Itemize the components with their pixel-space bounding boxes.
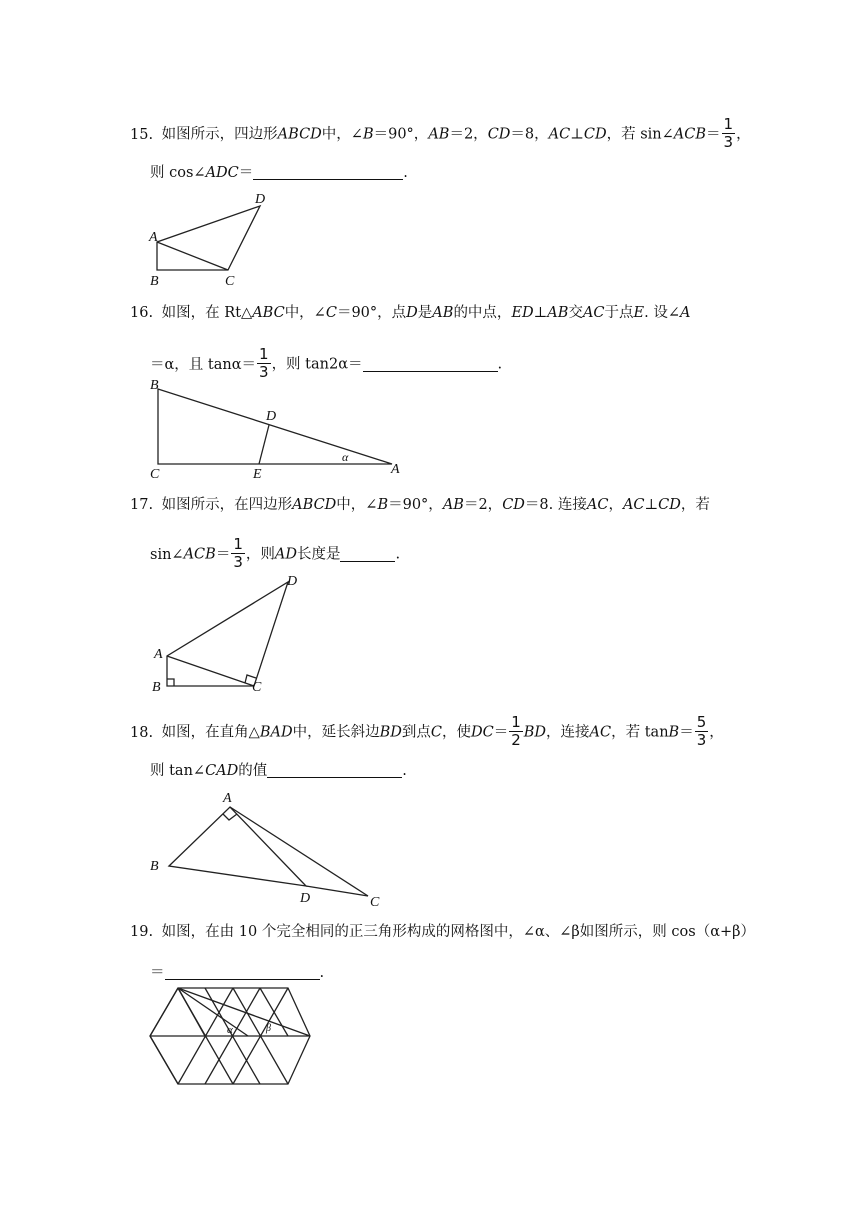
question-number: 19. (130, 924, 154, 940)
triangle-name: ABC (252, 305, 285, 321)
segment-name: CD (502, 497, 525, 513)
quad-abcd (157, 206, 260, 270)
text: sin∠ (150, 546, 184, 563)
label-d: D (287, 574, 298, 589)
fraction (509, 715, 523, 748)
label-a: A (149, 230, 158, 245)
text: . (319, 965, 325, 981)
text: 是 (417, 305, 433, 321)
text: ＝α，且 tanα＝ (150, 356, 257, 373)
quad-abcd (167, 582, 288, 686)
question-19-line-2 (130, 962, 324, 981)
numerator: 1 (259, 345, 269, 363)
perp-symbol: ⊥ (570, 126, 584, 143)
figure-19 (148, 985, 318, 1090)
question-number: 16. (130, 305, 154, 321)
text: 如图所示，在四边形 (161, 497, 293, 513)
question-17-line-1 (130, 498, 710, 513)
segment-ac (157, 242, 228, 270)
text: 中，∠ (336, 497, 378, 513)
text: ＝ (150, 965, 165, 981)
segment-name: CD (658, 497, 681, 513)
label-b: B (152, 680, 161, 695)
grid-line (150, 1036, 178, 1084)
text: ＝90°， (388, 497, 443, 513)
text: ＝90°， (373, 126, 429, 143)
text: ＝90°，点 (336, 305, 407, 321)
segment-name: BD (379, 724, 402, 741)
text: . (497, 356, 503, 373)
segment-name: CD (583, 126, 607, 143)
segment-name: AB (442, 497, 464, 513)
label-d: D (266, 409, 277, 424)
question-17-line-2 (130, 535, 401, 571)
text: ， (736, 126, 751, 143)
triangle-bad (169, 807, 306, 886)
segment-name: AC (622, 497, 645, 513)
denominator: 3 (259, 363, 269, 381)
text: . (403, 165, 408, 181)
text: ＝ (238, 165, 254, 181)
label-b: B (150, 859, 159, 874)
text: 中，∠ (284, 305, 326, 321)
text: . (402, 763, 407, 779)
question-number: 18. (130, 724, 154, 741)
angle-name: C (325, 305, 337, 321)
answer-blank[interactable] (340, 547, 395, 562)
text: 的中点， (453, 305, 512, 321)
text: ， (608, 497, 623, 513)
text: ＝ (706, 126, 721, 143)
numerator: 1 (233, 535, 243, 553)
text: . 设∠ (644, 305, 680, 321)
triangle-abc (158, 389, 392, 464)
point-name: D (406, 305, 418, 321)
point-name: C (430, 724, 442, 741)
segment-ed (259, 425, 269, 464)
text: 中，延长斜边 (292, 724, 380, 741)
fraction (231, 537, 245, 570)
text: ＝8. 连接 (524, 497, 587, 513)
perp-symbol: ⊥ (644, 497, 659, 513)
question-15-line-1 (130, 115, 751, 151)
text: 如图，在由 10 个完全相同的正三角形构成的网格图中，∠α、∠β如图所示，则 cos（α+β） (161, 924, 756, 940)
answer-blank[interactable] (363, 357, 498, 372)
text: 如图所示，四边形 (161, 126, 278, 143)
segment-name: AC (589, 724, 612, 741)
segment-name: DC (470, 724, 494, 741)
answer-blank[interactable] (267, 763, 402, 778)
text: 则 tan∠ (150, 763, 206, 779)
right-angle-mark-b (167, 679, 174, 686)
segment-name: AC (548, 126, 571, 143)
text: 于点 (604, 305, 634, 321)
fraction (722, 117, 736, 150)
segment-name: AD (274, 546, 297, 563)
label-a: A (154, 647, 163, 662)
text: ，则 tan2α＝ (271, 356, 363, 373)
triangle-name: BAD (259, 724, 293, 741)
answer-blank[interactable] (253, 165, 403, 180)
text: ＝ (493, 724, 509, 741)
text: . (395, 546, 401, 563)
segment-ac (167, 656, 254, 686)
text: 则 cos∠ (150, 165, 206, 181)
angle-name: CAD (205, 763, 239, 779)
question-16-line-1 (130, 306, 690, 321)
text: 如图，在直角△ (161, 724, 260, 741)
angle-name: B (377, 497, 389, 513)
angle-name: B (362, 126, 374, 143)
numerator: 1 (511, 713, 521, 731)
text: ，若 tan (611, 724, 669, 741)
grid-line (178, 988, 205, 1036)
question-18-line-2 (130, 760, 407, 779)
angle-name: ADC (205, 165, 239, 181)
figure-18 (148, 786, 388, 910)
text: ，则 (245, 546, 275, 563)
point-name: E (633, 305, 645, 321)
figure-15 (145, 190, 275, 290)
question-15-line-2 (130, 162, 408, 181)
text: 到点 (401, 724, 431, 741)
text: ，使 (441, 724, 471, 741)
segment-dc (306, 886, 368, 896)
label-d: D (300, 891, 311, 906)
answer-blank[interactable] (165, 965, 320, 980)
angle-name: ACB (673, 126, 707, 143)
label-b: B (150, 274, 159, 289)
text: ＝8， (510, 126, 549, 143)
grid-line (150, 988, 178, 1036)
text: ＝2， (463, 497, 503, 513)
text: 的值 (238, 763, 268, 779)
numerator: 5 (696, 713, 707, 731)
numerator: 1 (723, 115, 734, 133)
fraction (695, 715, 709, 748)
label-c: C (252, 680, 262, 695)
text: 长度是 (296, 546, 341, 563)
text: ， (709, 724, 724, 741)
question-number: 17. (130, 497, 154, 513)
label-beta: β (266, 1023, 271, 1034)
text: 如图，在 Rt△ (161, 305, 253, 321)
text: ＝ (215, 546, 231, 563)
segment-name: CD (487, 126, 511, 143)
text: ＝ (679, 724, 694, 741)
segment-name: AB (432, 305, 454, 321)
label-alpha: α (342, 450, 349, 464)
figure-17 (148, 572, 308, 697)
text: 中，∠ (321, 126, 363, 143)
denominator: 3 (233, 553, 243, 571)
angle-name: A (679, 305, 691, 321)
label-c: C (225, 274, 235, 289)
label-b: B (150, 378, 159, 393)
question-19-line-1 (130, 925, 755, 940)
denominator: 3 (723, 133, 734, 151)
denominator: 3 (696, 731, 707, 749)
quad-name: ABCD (292, 497, 337, 513)
label-e: E (253, 467, 262, 482)
segment-name: AC (586, 497, 609, 513)
label-a: A (391, 462, 400, 477)
text: ，连接 (546, 724, 590, 741)
label-a: A (223, 791, 232, 806)
text: ，若 sin∠ (606, 126, 674, 143)
segment-name: AB (547, 305, 569, 321)
denominator: 2 (511, 731, 521, 749)
diagonal-line (178, 988, 310, 1036)
segment-name: AB (428, 126, 450, 143)
text: ＝2， (449, 126, 488, 143)
segment-ac (230, 807, 368, 896)
figure-16 (148, 376, 408, 481)
segment-name: ED (511, 305, 534, 321)
question-18-line-1 (130, 713, 724, 749)
segment-name: BD (523, 724, 547, 741)
angle-name: B (668, 724, 680, 741)
text: 交 (568, 305, 583, 321)
right-angle-mark-a (223, 814, 237, 820)
label-c: C (370, 895, 380, 910)
angle-name: ACB (183, 546, 216, 563)
segment-name: AC (582, 305, 605, 321)
label-c: C (150, 467, 160, 482)
text: ，若 (680, 497, 710, 513)
question-number: 15. (130, 126, 154, 143)
perp-symbol: ⊥ (533, 305, 548, 321)
quad-name: ABCD (277, 126, 322, 143)
label-d: D (255, 192, 266, 207)
label-alpha: α (227, 1024, 233, 1036)
